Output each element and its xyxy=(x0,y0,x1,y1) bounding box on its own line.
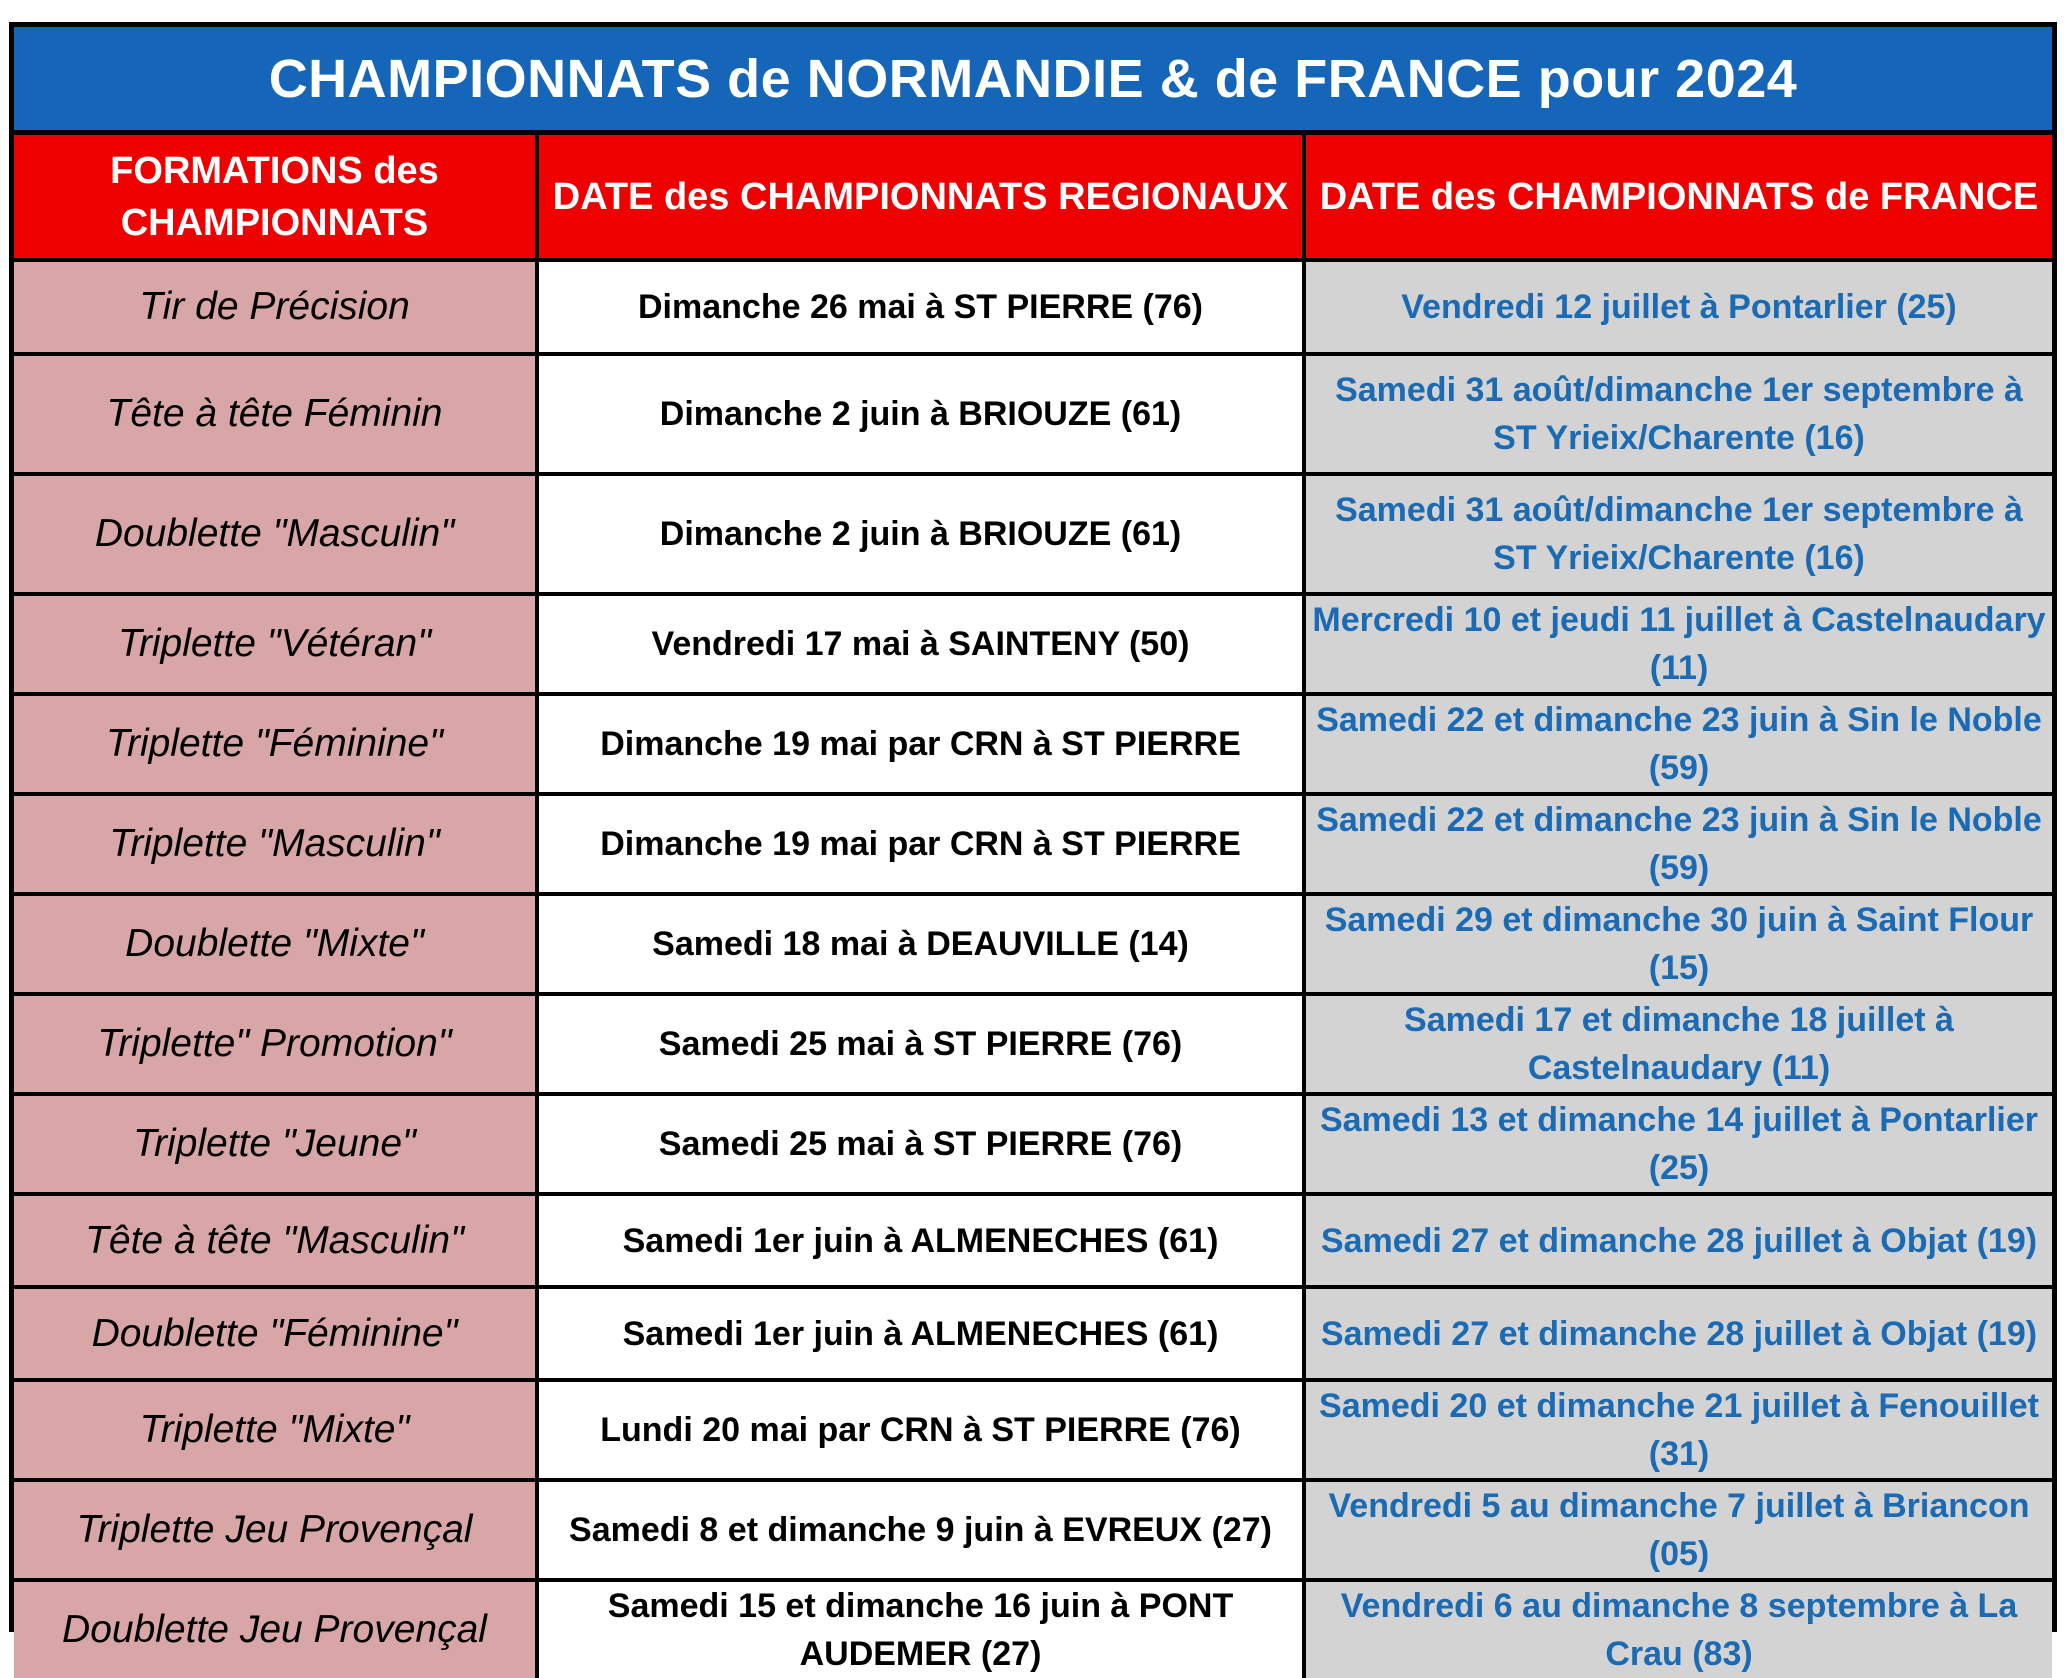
table-row xyxy=(14,1194,2052,1287)
regional-date-cell: Samedi 15 et dimanche 16 juin à PONT AUDEMER (27) xyxy=(537,1580,1304,1678)
formation-cell: Triplette "Vétéran" xyxy=(14,594,537,694)
formation-cell: Doublette "Masculin" xyxy=(14,474,537,594)
regional-date-cell: Lundi 20 mai par CRN à ST PIERRE (76) xyxy=(537,1380,1304,1480)
formation-cell: Triplette "Masculin" xyxy=(14,794,537,894)
regional-date-cell: Samedi 1er juin à ALMENECHES (61) xyxy=(537,1194,1304,1287)
france-date-cell: Samedi 27 et dimanche 28 juillet à Objat (19) xyxy=(1304,1194,2052,1287)
header-formations: FORMATIONS des CHAMPIONNATS xyxy=(14,135,537,260)
table-row xyxy=(14,474,2052,594)
table-row xyxy=(14,594,2052,694)
table-row xyxy=(14,1287,2052,1380)
france-date-cell: Samedi 27 et dimanche 28 juillet à Objat (19) xyxy=(1304,1287,2052,1380)
formation-cell: Triplette Jeu Provençal xyxy=(14,1480,537,1580)
france-date-cell: Samedi 31 août/dimanche 1er septembre à ST Yrieix/Charente (16) xyxy=(1304,474,2052,594)
header-france: DATE des CHAMPIONNATS de FRANCE xyxy=(1304,135,2052,260)
regional-date-cell: Dimanche 2 juin à BRIOUZE (61) xyxy=(537,354,1304,474)
header-regionaux: DATE des CHAMPIONNATS REGIONAUX xyxy=(537,135,1304,260)
formation-cell: Triplette" Promotion" xyxy=(14,994,537,1094)
formation-cell: Tête à tête "Masculin" xyxy=(14,1194,537,1287)
schedule-table xyxy=(14,135,2052,1678)
formation-cell: Doublette Jeu Provençal xyxy=(14,1580,537,1678)
france-date-cell: Samedi 17 et dimanche 18 juillet à Castelnaudary (11) xyxy=(1304,994,2052,1094)
france-date-cell: Samedi 22 et dimanche 23 juin à Sin le Noble (59) xyxy=(1304,694,2052,794)
regional-date-cell: Samedi 18 mai à DEAUVILLE (14) xyxy=(537,894,1304,994)
formation-cell: Tête à tête Féminin xyxy=(14,354,537,474)
france-date-cell: Samedi 13 et dimanche 14 juillet à Pontarlier (25) xyxy=(1304,1094,2052,1194)
formation-cell: Triplette "Jeune" xyxy=(14,1094,537,1194)
regional-date-cell: Dimanche 26 mai à ST PIERRE (76) xyxy=(537,260,1304,354)
table-row xyxy=(14,694,2052,794)
table-row xyxy=(14,354,2052,474)
france-date-cell: Samedi 29 et dimanche 30 juin à Saint Flour (15) xyxy=(1304,894,2052,994)
formation-cell: Triplette "Mixte" xyxy=(14,1380,537,1480)
formation-cell: Doublette "Mixte" xyxy=(14,894,537,994)
france-date-cell: Samedi 31 août/dimanche 1er septembre à ST Yrieix/Charente (16) xyxy=(1304,354,2052,474)
table-row xyxy=(14,994,2052,1094)
page-title: CHAMPIONNATS de NORMANDIE & de FRANCE pour 2024 xyxy=(14,27,2052,135)
table-row xyxy=(14,1094,2052,1194)
france-date-cell: Mercredi 10 et jeudi 11 juillet à Castelnaudary (11) xyxy=(1304,594,2052,694)
regional-date-cell: Dimanche 2 juin à BRIOUZE (61) xyxy=(537,474,1304,594)
formation-cell: Tir de Précision xyxy=(14,260,537,354)
france-date-cell: Vendredi 5 au dimanche 7 juillet à Briancon (05) xyxy=(1304,1480,2052,1580)
championship-schedule xyxy=(9,22,2057,1673)
formation-cell: Triplette "Féminine" xyxy=(14,694,537,794)
france-date-cell: Samedi 22 et dimanche 23 juin à Sin le Noble (59) xyxy=(1304,794,2052,894)
table-row xyxy=(14,1580,2052,1678)
table-row xyxy=(14,794,2052,894)
regional-date-cell: Dimanche 19 mai par CRN à ST PIERRE xyxy=(537,694,1304,794)
france-date-cell: Vendredi 6 au dimanche 8 septembre à La Crau (83) xyxy=(1304,1580,2052,1678)
regional-date-cell: Samedi 25 mai à ST PIERRE (76) xyxy=(537,994,1304,1094)
table-row xyxy=(14,260,2052,354)
france-date-cell: Samedi 20 et dimanche 21 juillet à Fenouillet (31) xyxy=(1304,1380,2052,1480)
formation-cell: Doublette "Féminine" xyxy=(14,1287,537,1380)
table-row xyxy=(14,894,2052,994)
regional-date-cell: Samedi 25 mai à ST PIERRE (76) xyxy=(537,1094,1304,1194)
regional-date-cell: Samedi 8 et dimanche 9 juin à EVREUX (27) xyxy=(537,1480,1304,1580)
regional-date-cell: Vendredi 17 mai à SAINTENY (50) xyxy=(537,594,1304,694)
table-row xyxy=(14,1380,2052,1480)
table-row xyxy=(14,1480,2052,1580)
regional-date-cell: Samedi 1er juin à ALMENECHES (61) xyxy=(537,1287,1304,1380)
france-date-cell: Vendredi 12 juillet à Pontarlier (25) xyxy=(1304,260,2052,354)
regional-date-cell: Dimanche 19 mai par CRN à ST PIERRE xyxy=(537,794,1304,894)
